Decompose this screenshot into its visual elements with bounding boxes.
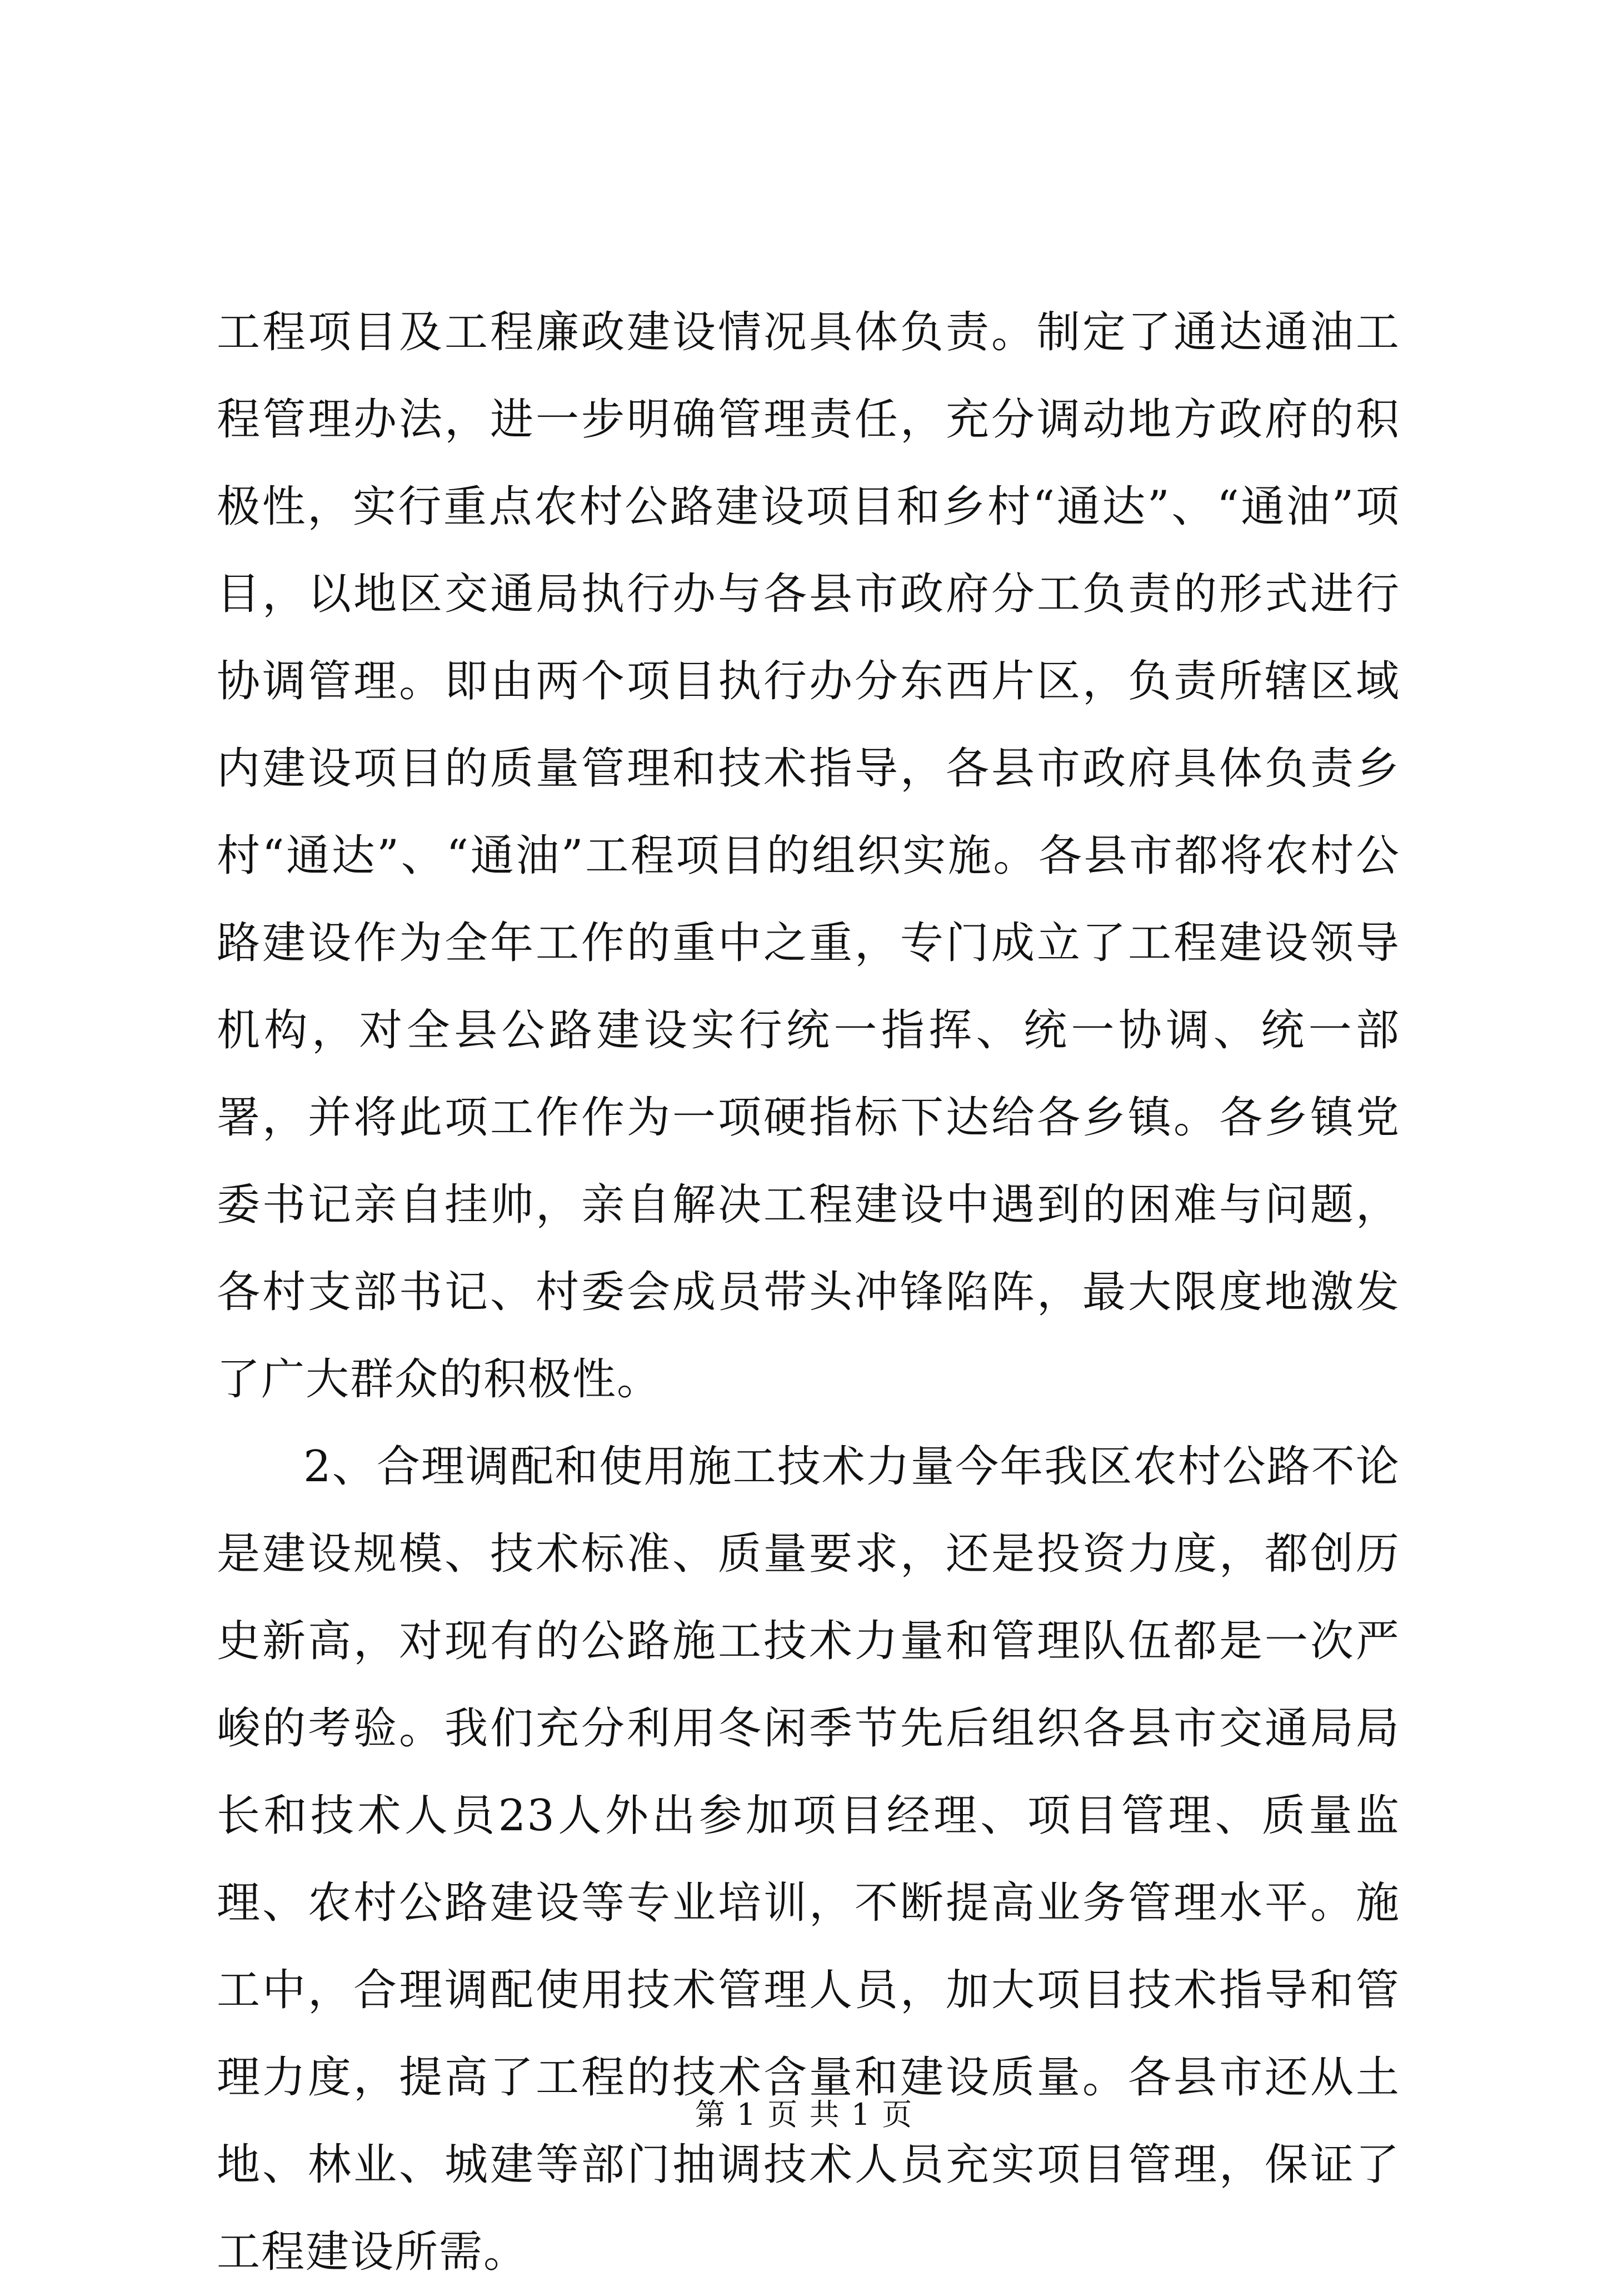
page-number-footer: 第 1 页 共 1 页 <box>695 2097 913 2132</box>
paragraph-continuation: 工程项目及工程廉政建设情况具体负责。制定了通达通油工程管理办法，进一步明确管理责任，充分调动地方政府的积极性，实行重点农村公路建设项目和乡村“通达”、“通油”项目，以地区交通局执行办与各县市政府分工负责的形式进行协调管理。即由两个项目执行办分东西片区，负责所辖区域内建设项目的质量管理和技术指导，各县市政府具体负责乡村“通达”、“通油”工程项目的组织实施。各县市都将农村公路建设作为全年工作的重中之重，专门成立了工程建设领导机构，对全县公路建设实行统一指挥、统一协调、统一部署，并将此项工作作为一项硬指标下达给各乡镇。各乡镇党委书记亲自挂帅，亲自解决工程建设中遇到的困难与问题，各村支部书记、村委会成员带头冲锋陷阵，最大限度地激发了广大群众的积极性。 <box>217 307 1400 1405</box>
paragraph-technical-force: 2、合理调配和使用施工技术力量今年我区农村公路不论是建设规模、技术标准、质量要求，还是投资力度，都创历史新高，对现有的公路施工技术力量和管理队伍都是一次严峻的考验。我们充分利用冬闲季节先后组织各县市交通局局长和技术人员23人外出参加项目经理、项目管理、质量监理、农村公路建设等专业培训，不断提高业务管理水平。施工中，合理调配使用技术管理人员，加大项目技术指导和管理力度，提高了工程的技术含量和建设质量。各县市还从土地、林业、城建等部门抽调技术人员充实项目管理，保证了工程建设所需。 <box>217 1442 1400 2277</box>
document-body <box>217 289 1400 2296</box>
